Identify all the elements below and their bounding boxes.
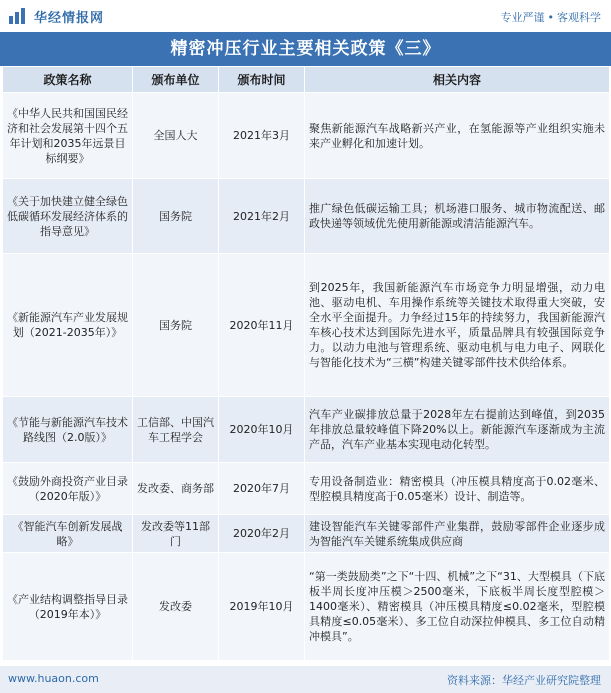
slogan-right: 客观科学	[557, 11, 601, 24]
policy-issuer: 发改委	[133, 553, 219, 661]
policy-content: 汽车产业碳排放总量于2028年左右提前达到峰值，到2035年排放总量较峰值下降20%以上。新能源汽车逐渐成为主流产品，汽车产业基本实现电动化转型。	[305, 397, 610, 463]
policy-content: 推广绿色低碳运输工具；机场港口服务、城市物流配送、邮政快递等领域优先使用新能源或清洁能源汽车。	[305, 179, 610, 254]
policy-name: 《新能源汽车产业发展规划（2021-2035年）》	[3, 254, 133, 397]
policy-content: “第一类鼓励类”之下“十四、机械”之下“31、大型模具（下底板半周长度冲压模＞2500毫米，下底板半周长度型腔模＞1400毫米）、精密模具（冲压模具精度≤0.02毫米，型腔模具精度≤0.05毫米）、多工位自动深拉伸模具、多工位自动精冲模具”。	[305, 553, 610, 661]
slogan-left: 专业严谨	[500, 11, 545, 24]
policy-date: 2021年2月	[219, 179, 305, 254]
policy-name: 《节能与新能源汽车技术路线图（2.0版）》	[3, 397, 133, 463]
data-source: 资料来源：华经产业研究院整理	[447, 674, 601, 687]
policy-content: 专用设备制造业：精密模具（冲压模具精度高于0.02毫米、型腔模具精度高于0.05毫米）设计、制造等。	[305, 463, 610, 515]
column-header-content: 相关内容	[305, 67, 610, 93]
policy-issuer: 全国人大	[133, 93, 219, 179]
slogan-separator: •	[547, 11, 554, 24]
title-bar	[0, 32, 611, 66]
logo-icon	[8, 7, 28, 25]
policy-issuer: 发改委、商务部	[133, 463, 219, 515]
table-row	[3, 553, 610, 661]
slogan	[501, 9, 602, 25]
policy-issuer: 国务院	[133, 254, 219, 397]
policy-date: 2020年7月	[219, 463, 305, 515]
policy-content: 聚焦新能源汽车战略新兴产业，在氢能源等产业组织实施未来产业孵化和加速计划。	[305, 93, 610, 179]
column-header-date: 颁布时间	[219, 67, 305, 93]
policy-name: 《产业结构调整指导目录（2019年本）》	[3, 553, 133, 661]
policy-content: 建设智能汽车关键零部件产业集群，鼓励零部件企业逐步成为智能汽车关键系统集成供应商	[305, 515, 610, 553]
table-row	[3, 93, 610, 179]
policy-issuer: 国务院	[133, 179, 219, 254]
policy-date: 2020年2月	[219, 515, 305, 553]
policy-table	[2, 66, 610, 661]
policy-name: 《鼓励外商投资产业目录（2020年版）》	[3, 463, 133, 515]
table-row	[3, 254, 610, 397]
policy-name: 《智能汽车创新发展战略》	[3, 515, 133, 553]
footer-bar	[0, 666, 611, 693]
brand-name: 华经情报网	[34, 11, 105, 26]
column-header-name: 政策名称	[3, 67, 133, 93]
column-header-issuer: 颁布单位	[133, 67, 219, 93]
table-row	[3, 463, 610, 515]
table-row	[3, 515, 610, 553]
policy-date: 2020年11月	[219, 254, 305, 397]
site-url: www.huaon.com	[8, 672, 99, 685]
table-row	[3, 179, 610, 254]
policy-date: 2020年10月	[219, 397, 305, 463]
table-row	[3, 397, 610, 463]
policy-content: 到2025年，我国新能源汽车市场竞争力明显增强，动力电池、驱动电机、车用操作系统等关键技术取得重大突破，安全水平全面提升。力争经过15年的持续努力，我国新能源汽车核心技术达到国际先进水平，质量品牌具有较强国际竞争力。以动力电池与管理系统、驱动电机与电力电子、网联化与智能化技术为“三横”构建关键零部件技术供给体系。	[305, 254, 610, 397]
policy-name: 《中华人民共和国国民经济和社会发展第十四个五年计划和2035年远景目标纲要》	[3, 93, 133, 179]
policy-date: 2021年3月	[219, 93, 305, 179]
policy-issuer: 工信部、中国汽车工程学会	[133, 397, 219, 463]
policy-date: 2019年10月	[219, 553, 305, 661]
policy-issuer: 发改委等11部门	[133, 515, 219, 553]
policy-name: 《关于加快建立健全绿色低碳循环发展经济体系的指导意见》	[3, 179, 133, 254]
page-title: 精密冲压行业主要相关政策《三》	[170, 39, 441, 59]
top-bar	[0, 0, 611, 32]
table-header-row	[3, 67, 610, 93]
